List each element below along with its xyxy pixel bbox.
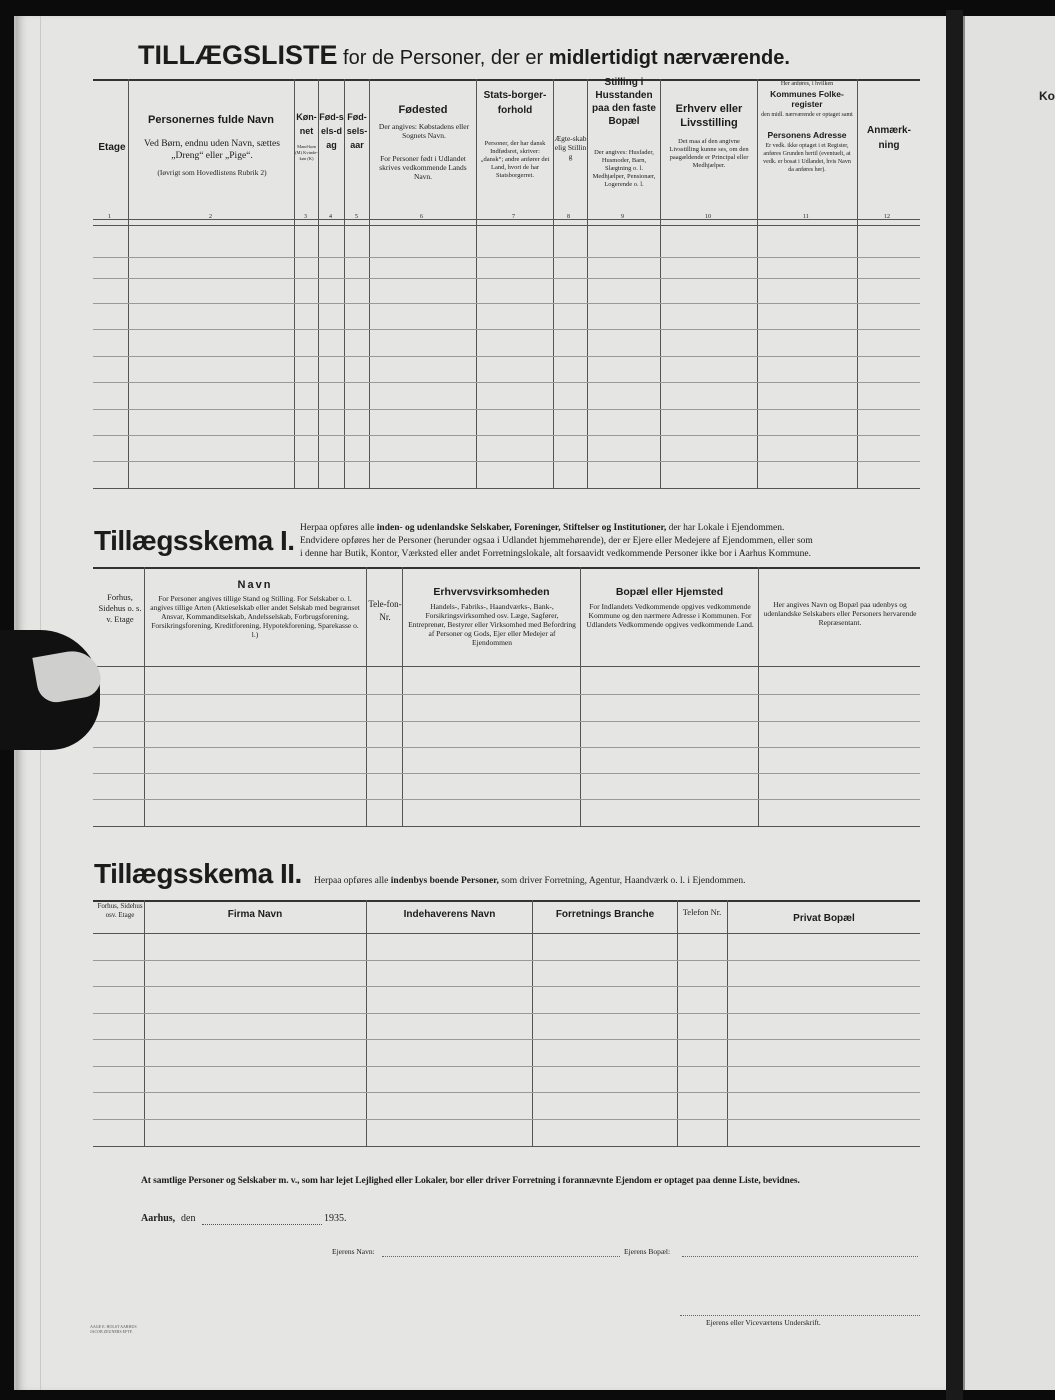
col-num: 2 xyxy=(209,214,212,220)
col-etage: Etage xyxy=(98,142,126,153)
skema2-intro-a: Herpaa opføres alle xyxy=(314,876,391,886)
col-num: 5 xyxy=(355,214,358,220)
skema1-col-business-title: Erhvervsvirksomheden xyxy=(433,586,550,598)
col-name-note: (Iøvrigt som Hovedlistens Rubrik 2) xyxy=(157,168,267,177)
skema1-intro1c: der har Lokale i Ejendommen. xyxy=(666,523,785,533)
adjacent-page-fragment: Ko xyxy=(1039,89,1055,103)
skema2-col-phone: Telefon Nr. xyxy=(682,907,722,917)
skema1-col-residence-sub: For Indlandets Vedkommende opgives vedkommende Kommune og den nærmere Adresse i Kommunen. For Udlandets Vedkommende opgives vedkommende Land. xyxy=(586,602,754,629)
signature-label: Ejerens eller Viceværtens Underskrift. xyxy=(706,1318,821,1327)
col-register-title2: Personens Adresse xyxy=(767,130,847,140)
col-num: 8 xyxy=(567,214,570,220)
form-page xyxy=(14,16,948,1390)
skema1-col-business-sub: Handels-, Fabriks-, Haandværks-, Bank-, Forsikringsvirksomhed osv. Læge, Sagfører, Entreprenør, Bestyrer eller Virksomhed med Befordring af Personer og Gods, Ejer eller Medejer af Ejendommen xyxy=(408,602,576,647)
owner-name-label: Ejerens Navn: xyxy=(332,1247,375,1256)
adjacent-page xyxy=(963,16,1055,1390)
col-sex-sub: Mand-køn (M) Kvinde-køn (K) xyxy=(295,144,318,161)
form-title xyxy=(138,40,790,71)
skema1-intro-line3: i denne har Butik, Kontor, Værksted eller andet Forretningslokale, alt forsaavidt vedkommende Personer ikke bor i Aarhus Kommune. xyxy=(300,549,812,559)
col-num: 10 xyxy=(705,214,711,220)
skema1-intro-line2: Endvidere opføres her de Personer (herunder ogsaa i Udlandet hjemmehørende), der er Ejere eller Medejere af Ejendommen, eller som xyxy=(300,536,813,546)
date-label: den xyxy=(181,1213,196,1224)
title-main: TILLÆGSLISTE xyxy=(138,40,338,70)
col-register-c: Er vedk. ikke optaget i et Register, anføres Grunden hertil (eventuelt, at vedk. er bosat i Udlandet, hvis Navn da anføres her). xyxy=(763,143,851,173)
col-birthplace-b: For Personer født i Udlandet skrives vedkommende Lands Navn. xyxy=(379,154,467,181)
signature-field[interactable] xyxy=(680,1306,920,1316)
title-rest: for de Personer, der er xyxy=(337,47,549,69)
col-num: 11 xyxy=(803,214,809,220)
col-register-title: Kommunes Folke-register xyxy=(770,89,844,109)
col-occupation-sub: Det maa af den angivne Livsstilling kunne ses, om den paagældende er Principal eller Medhjælper. xyxy=(669,138,749,169)
place: Aarhus, xyxy=(141,1213,176,1224)
col-citizenship-sub: Personer, der har dansk Indfødsret, skriver: „dansk“; andre anfører det Land, hvori de har Statsborgerret. xyxy=(480,140,550,179)
year: 1935. xyxy=(324,1213,347,1224)
col-citizenship-title: Stats-borger-forhold xyxy=(483,90,547,116)
col-register-b: den midl. nærværende er optaget samt xyxy=(761,112,853,118)
col-name-desc: Ved Børn, endnu uden Navn, sættes „Dreng“ eller „Pige“. xyxy=(144,139,280,161)
col-name-title: Personernes fulde Navn xyxy=(148,114,274,126)
col-num: 12 xyxy=(884,214,890,220)
owner-name-field[interactable] xyxy=(382,1247,620,1257)
col-marital: Ægte-skabelig Stilling xyxy=(554,134,587,161)
col-sex-title: Køn-net xyxy=(296,112,317,136)
declaration: At samtlige Personer og Selskaber m. v., som har lejet Lejlighed eller Lokaler, bor eller driver Forretning i forannævnte Ejendom er optaget paa denne Liste, bevidnes. xyxy=(141,1176,800,1186)
skema2-col-owner: Indehaverens Navn xyxy=(403,909,496,920)
col-num: 4 xyxy=(329,214,332,220)
skema1-col-name-title: Navn xyxy=(237,579,273,591)
col-household-title: Stilling i Husstanden paa den faste Bopæl xyxy=(592,77,656,127)
col-birthplace-a: Der angives: Købstadens eller Sognets Navn. xyxy=(378,122,470,140)
skema2-col-firm: Firma Navn xyxy=(227,909,283,920)
skema2-intro xyxy=(314,876,745,886)
skema2-title: Tillægsskema II. xyxy=(94,858,302,889)
book-spine xyxy=(946,10,963,1400)
col-remarks: Anmærk-ning xyxy=(867,125,911,151)
col-birthday: Fød-sels-dag xyxy=(319,112,344,150)
skema2-col-private: Privat Bopæl xyxy=(793,913,855,924)
skema1-intro1b: inden- og udenlandske Selskaber, Foreninger, Stiftelser og Institutioner, xyxy=(376,523,667,533)
col-birthyear: Fød-sels-aar xyxy=(346,112,368,150)
col-num: 3 xyxy=(304,214,307,220)
printer-mark: AAGE E. HOLST AARHUS JACOB ZEUNERS EFTF. xyxy=(90,1324,137,1334)
skema1-col-name-sub: For Personer angives tillige Stand og Stilling. For Selskaber o. l. angives tillige Arten (Aktieselskab eller andet Selskab med begrænset Ansvar, Kommanditselskab, Andelsselskab, Forbrugsforening, Forsikringsforening, Kreditforening, Hypotekforening, Sparekasse o. l.) xyxy=(150,594,360,639)
skema1-col-residence-title: Bopæl eller Hjemsted xyxy=(615,586,724,598)
skema2-intro-b: indenbys boende Personer, xyxy=(390,876,499,886)
col-household-sub: Der angives: Husfader, Husmoder, Barn, Slægtning o. l. Medhjælper, Pensionær, Logerende o. l. xyxy=(592,149,656,188)
owner-address-label: Ejerens Bopæl: xyxy=(624,1247,671,1256)
skema1-title: Tillægsskema I. xyxy=(94,525,295,556)
col-num: 1 xyxy=(108,214,111,220)
col-num: 9 xyxy=(621,214,624,220)
date-field[interactable] xyxy=(202,1213,322,1225)
owner-address-field[interactable] xyxy=(682,1247,918,1257)
col-num: 6 xyxy=(420,214,423,220)
col-occupation-title: Erhverv eller Livsstilling xyxy=(675,103,743,129)
skema1-intro-line1 xyxy=(300,523,784,533)
col-register-a: Her anføres, i hvilken xyxy=(780,81,834,87)
title-bold: midlertidigt nærværende. xyxy=(548,47,790,69)
skema1-col-floor: Forhus, Sidehus o. s. v. Etage xyxy=(98,592,142,624)
skema1-col-phone: Tele-fon-Nr. xyxy=(368,599,402,622)
skema2-col-branch: Forretnings Branche xyxy=(555,909,655,920)
col-birthplace-title: Fødested xyxy=(398,104,448,116)
col-num: 7 xyxy=(512,214,515,220)
skema2-col-floor: Forhus, Sidehus osv. Etage xyxy=(97,902,143,919)
skema2-intro-c: som driver Forretning, Agentur, Haandværk o. l. i Ejendommen. xyxy=(498,876,746,886)
skema1-col-representative: Her angives Navn og Bopæl paa udenbys og udenlandske Selskabers eller Personers hervarende Repræsentant. xyxy=(763,600,917,627)
skema1-intro1a: Herpaa opføres alle xyxy=(300,523,377,533)
